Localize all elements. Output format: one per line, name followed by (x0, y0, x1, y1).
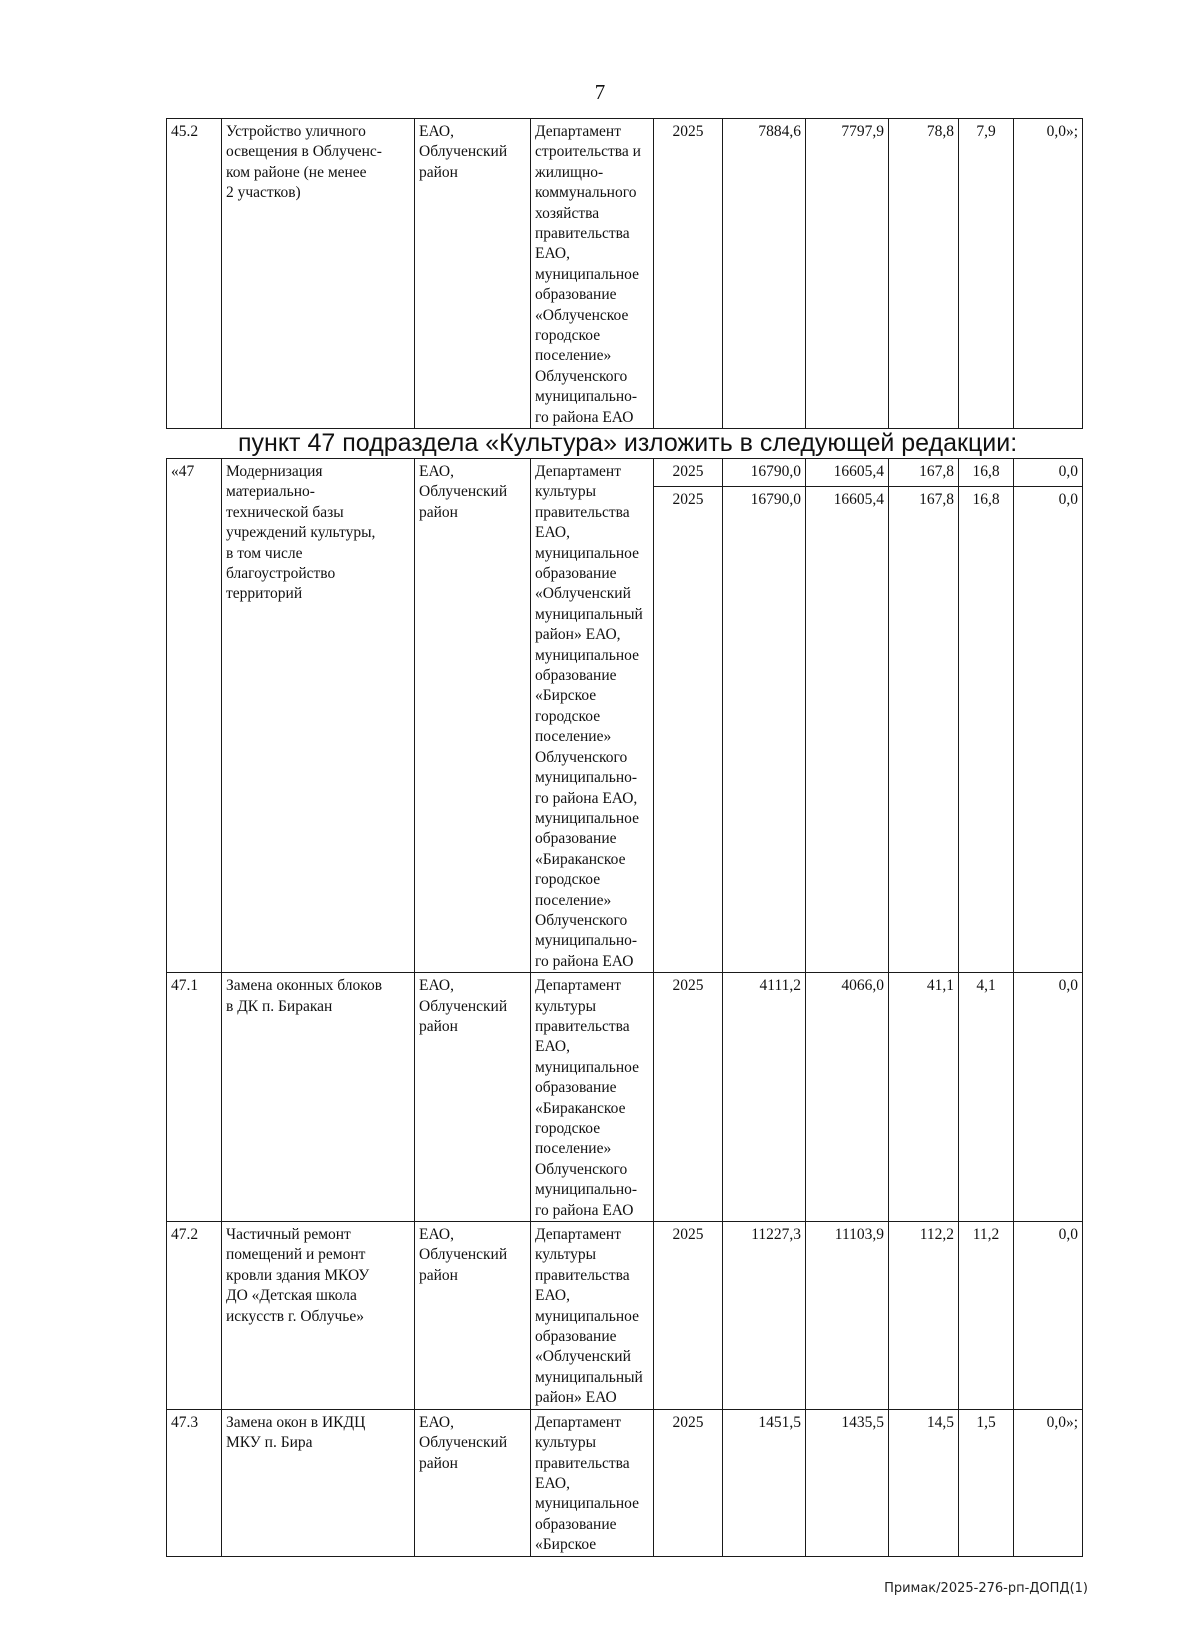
value-regional: 14,5 (889, 1409, 959, 1556)
value-other: 0,0»; (1014, 1409, 1083, 1556)
measure-name: Устройство уличного освещения в Облученс- ком районе (не менее 2 участков) (222, 119, 415, 429)
territory: ЕАО, Облученский район (415, 119, 531, 429)
territory: ЕАО, Облученский район (415, 1409, 531, 1556)
value-federal: 7797,9 (806, 119, 889, 429)
section-heading: пункт 47 подраздела «Культура» изложить в следующей редакции: (238, 429, 1018, 457)
value-regional: 167,8 (889, 486, 959, 973)
value-regional: 41,1 (889, 973, 959, 1222)
executor-head: Департамент (535, 463, 621, 480)
measure-name: Замена окон в ИКДЦ МКУ п. Бира (222, 1409, 415, 1556)
row-number: 47.2 (167, 1222, 222, 1410)
table-row (167, 1409, 1083, 1556)
row-number: 47.3 (167, 1409, 222, 1556)
year: 2025 (654, 459, 723, 487)
year: 2025 (654, 1409, 723, 1556)
executor: Департамент культуры правительства ЕАО, муниципальное образование «Облученский муниципальный район» ЕАО (531, 1222, 654, 1410)
value-total: 1451,5 (723, 1409, 806, 1556)
executor: Департамент культуры правительства ЕАО, муниципальное образование «Бираканское городское поселение» Облученского муниципально- го района ЕАО (531, 973, 654, 1222)
program-table-part-2 (166, 458, 1083, 1557)
program-table-part-1 (166, 118, 1083, 429)
executor: Департамент культуры правительства ЕАО, муниципальное образование «Бирское (531, 1409, 654, 1556)
territory: ЕАО, Облученский район (415, 1222, 531, 1410)
value-regional: 78,8 (889, 119, 959, 429)
year: 2025 (654, 973, 723, 1222)
value-federal: 1435,5 (806, 1409, 889, 1556)
executor: Департамент строительства и жилищно- коммунального хозяйства правительства ЕАО, муниципальное образование «Облученское городское поселение» Облученского муниципально- го района ЕАО (531, 119, 654, 429)
table-row (167, 973, 1083, 1222)
value-local: 16,8 (959, 486, 1014, 973)
value-total: 4111,2 (723, 973, 806, 1222)
measure-name: Модернизация материально- технической базы учреждений культуры, в том числе благоустройство территорий (222, 459, 415, 973)
table-row (167, 119, 1083, 429)
value-federal: 11103,9 (806, 1222, 889, 1410)
executor (531, 459, 654, 973)
value-total: 11227,3 (723, 1222, 806, 1410)
document-code: Примак/2025-276-рп-ДОПД(1) (884, 1581, 1088, 1596)
value-local: 4,1 (959, 973, 1014, 1222)
row-number: 45.2 (167, 119, 222, 429)
value-other: 0,0»; (1014, 119, 1083, 429)
value-federal: 16605,4 (806, 459, 889, 487)
measure-name: Замена оконных блоков в ДК п. Биракан (222, 973, 415, 1222)
executor-rest: культуры правительства ЕАО, муниципальное образование «Облученский муниципальный район» ЕАО, муниципальное образование «Бирское городское поселение» Облученского муниципально- го района ЕАО, муниципальное образование «Бираканское городское поселение» Облученского муниципально- го района ЕАО (535, 483, 643, 970)
value-local: 1,5 (959, 1409, 1014, 1556)
table-row (167, 1222, 1083, 1410)
value-local: 11,2 (959, 1222, 1014, 1410)
value-total: 16790,0 (723, 459, 806, 487)
value-federal: 4066,0 (806, 973, 889, 1222)
page-number: 7 (594, 80, 606, 104)
value-total: 16790,0 (723, 486, 806, 973)
value-regional: 112,2 (889, 1222, 959, 1410)
territory: ЕАО, Облученский район (415, 459, 531, 973)
value-federal: 16605,4 (806, 486, 889, 973)
year: 2025 (654, 1222, 723, 1410)
territory: ЕАО, Облученский район (415, 973, 531, 1222)
year: 2025 (654, 486, 723, 973)
value-other: 0,0 (1014, 459, 1083, 487)
value-regional: 167,8 (889, 459, 959, 487)
row-number: «47 (167, 459, 222, 973)
value-other: 0,0 (1014, 1222, 1083, 1410)
table-row-47-line-1 (167, 459, 1083, 487)
value-other: 0,0 (1014, 486, 1083, 973)
measure-name: Частичный ремонт помещений и ремонт кровли здания МКОУ ДО «Детская школа искусств г. Облучье» (222, 1222, 415, 1410)
value-local: 7,9 (959, 119, 1014, 429)
value-other: 0,0 (1014, 973, 1083, 1222)
value-total: 7884,6 (723, 119, 806, 429)
value-local: 16,8 (959, 459, 1014, 487)
row-number: 47.1 (167, 973, 222, 1222)
year: 2025 (654, 119, 723, 429)
